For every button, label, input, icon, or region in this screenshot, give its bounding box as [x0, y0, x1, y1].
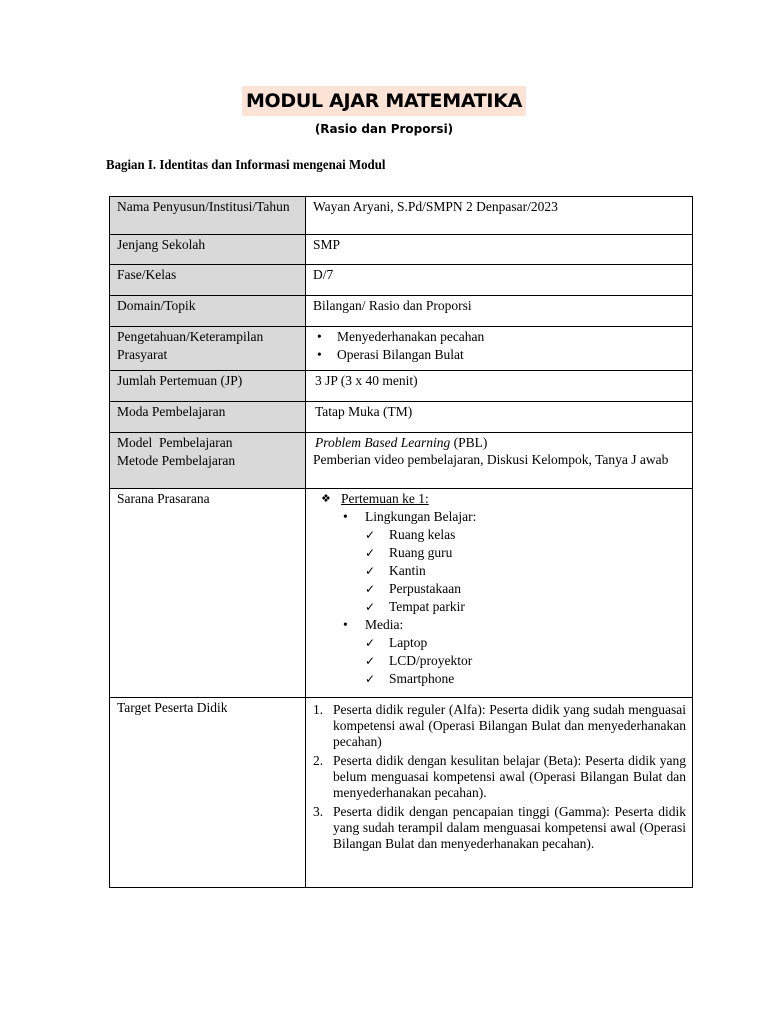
- prasyarat-label: Pengetahuan/Keterampilan Prasyarat: [110, 327, 306, 371]
- table-row: [110, 296, 693, 327]
- check-icon: ✓: [365, 546, 376, 560]
- bullet-icon: •: [343, 617, 348, 632]
- list-item: ✓ Ruang guru: [365, 545, 453, 560]
- check-icon: ✓: [365, 600, 376, 614]
- penyusun-value: Wayan Aryani, S.Pd/SMPN 2 Denpasar/2023: [306, 197, 693, 235]
- jp-label: Jumlah Pertemuan (JP): [110, 371, 306, 402]
- moda-value: Tatap Muka (TM): [306, 402, 693, 433]
- table-row: [110, 371, 693, 402]
- prasyarat-list: [313, 328, 686, 364]
- meeting-heading: ❖ Pertemuan ke 1:: [321, 491, 429, 506]
- table-row: [110, 265, 693, 296]
- sarana-value: [306, 489, 693, 698]
- list-item: ✓ Perpustakaan: [365, 581, 461, 596]
- list-item: 1. Peserta didik reguler (Alfa): Peserta didik yang sudah menguasai kompetensi awal (Operasi Bilangan Bulat dan menyederhanakan pecahan): [313, 702, 686, 749]
- table-row: [110, 235, 693, 265]
- identity-table: [109, 196, 693, 888]
- sarana-label: Sarana Prasarana: [110, 489, 306, 698]
- penyusun-label: Nama Penyusun/Institusi/Tahun: [110, 197, 306, 235]
- bullet-icon: •: [317, 329, 322, 344]
- metode-value: Pemberian video pembelajaran, Diskusi Kelompok, Tanya J awab: [313, 452, 669, 467]
- moda-label: Moda Pembelajaran: [110, 402, 306, 433]
- jenjang-label: Jenjang Sekolah: [110, 235, 306, 265]
- list-item: ✓ LCD/proyektor: [365, 653, 473, 668]
- document-subtitle: (Rasio dan Proporsi): [314, 122, 454, 136]
- jp-value: 3 JP (3 x 40 menit): [306, 371, 693, 402]
- check-icon: ✓: [365, 528, 376, 542]
- table-row: [110, 433, 693, 489]
- domain-value: Bilangan/ Rasio dan Proporsi: [306, 296, 693, 327]
- table-row: [110, 327, 693, 371]
- list-item: ✓ Tempat parkir: [365, 599, 465, 614]
- model-value: Problem Based Learning (PBL): [315, 435, 488, 450]
- model-label: Model Pembelajaran: [117, 435, 233, 450]
- document-title: MODUL AJAR MATEMATIKA: [242, 86, 526, 116]
- list-item: • Menyederhanakan pecahan: [317, 329, 485, 344]
- section-heading: Bagian I. Identitas dan Informasi mengenai Modul: [106, 158, 386, 173]
- check-icon: ✓: [365, 636, 376, 650]
- lingkungan-heading: • Lingkungan Belajar:: [343, 509, 477, 524]
- diamond-bullet-icon: ❖: [321, 493, 331, 505]
- list-item: 3. Peserta didik dengan pencapaian tinggi (Gamma): Peserta didik yang sudah terampil dalam menguasai kompetensi awal (Operasi Bilangan Bulat dan menyederhanakan pecahan).: [313, 804, 686, 851]
- fase-label: Fase/Kelas: [110, 265, 306, 296]
- bullet-icon: •: [343, 509, 348, 524]
- domain-label: Domain/Topik: [110, 296, 306, 327]
- list-item: • Operasi Bilangan Bulat: [317, 347, 464, 362]
- title-container: [0, 86, 768, 116]
- bullet-icon: •: [317, 347, 322, 362]
- target-label: Target Peserta Didik: [110, 698, 306, 888]
- table-row: [110, 698, 693, 888]
- media-heading: • Media:: [343, 617, 404, 632]
- check-icon: ✓: [365, 564, 376, 578]
- check-icon: ✓: [365, 654, 376, 668]
- model-metode-value: [306, 433, 693, 489]
- list-item: 2. Peserta didik dengan kesulitan belajar (Beta): Peserta didik yang belum menguasai kompetensi awal (Operasi Bilangan Bulat dan menyederhanakan pecahan).: [313, 753, 686, 800]
- jenjang-value: SMP: [306, 235, 693, 265]
- table-row: [110, 402, 693, 433]
- model-metode-label: [110, 433, 306, 489]
- check-icon: ✓: [365, 582, 376, 596]
- target-list: [313, 702, 686, 852]
- table-row: [110, 489, 693, 698]
- list-item: ✓ Laptop: [365, 635, 428, 650]
- metode-label: Metode Pembelajaran: [117, 453, 236, 468]
- target-value: [306, 698, 693, 888]
- prasyarat-value: [306, 327, 693, 371]
- fase-value: D/7: [306, 265, 693, 296]
- table-row: [110, 197, 693, 235]
- check-icon: ✓: [365, 672, 376, 686]
- list-item: ✓ Smartphone: [365, 671, 455, 686]
- list-item: ✓ Ruang kelas: [365, 527, 456, 542]
- list-item: ✓ Kantin: [365, 563, 426, 578]
